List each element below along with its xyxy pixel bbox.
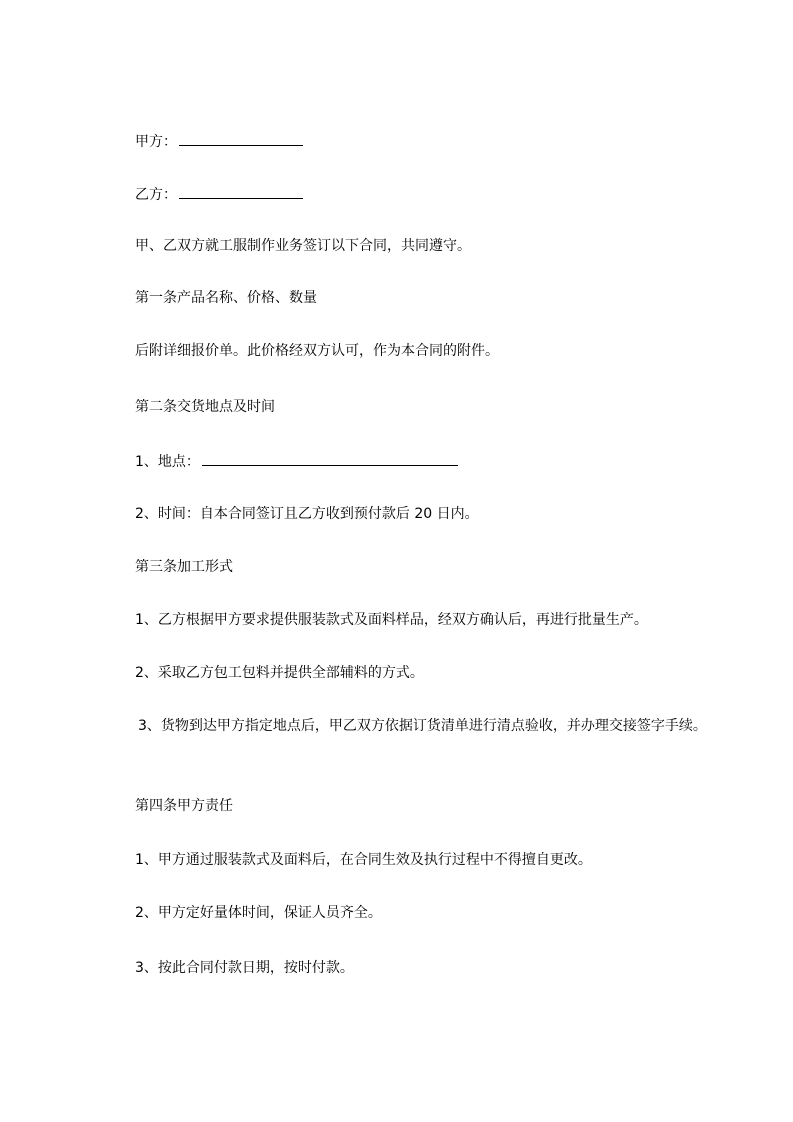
article3-item1: 1、乙方根据甲方要求提供服装款式及面料样品，经双方确认后，再进行批量生产。: [135, 612, 648, 628]
article4-item2: 2、甲方定好量体时间，保证人员齐全。: [135, 905, 382, 921]
article2-item1-line: [135, 451, 458, 472]
article4-title: 第四条甲方责任: [135, 798, 233, 814]
article3-title: 第三条加工形式: [135, 559, 233, 575]
party-a-line: [135, 131, 303, 152]
party-a-blank: [179, 131, 303, 146]
article2-item1-label: 1、地点：: [135, 454, 200, 470]
article4-item3: 3、按此合同付款日期，按时付款。: [135, 960, 354, 976]
location-blank: [202, 451, 458, 466]
article2-item2: 2、时间：自本合同签订且乙方收到预付款后 20 日内。: [135, 506, 479, 522]
intro-paragraph: 甲、乙双方就工服制作业务签订以下合同，共同遵守。: [135, 238, 471, 254]
party-a-label: 甲方：: [135, 134, 177, 150]
article2-title: 第二条交货地点及时间: [135, 399, 275, 415]
article1-text: 后附详细报价单。此价格经双方认可，作为本合同的附件。: [135, 343, 499, 359]
party-b-blank: [179, 184, 303, 199]
article4-item1: 1、甲方通过服装款式及面料后，在合同生效及执行过程中不得擅自更改。: [135, 852, 592, 868]
article1-title: 第一条产品名称、价格、数量: [135, 290, 317, 306]
party-b-label: 乙方：: [135, 187, 177, 203]
party-b-line: [135, 184, 303, 205]
article3-item3-paragraph: [104, 715, 724, 738]
article3-item3: 3、货物到达甲方指定地点后，甲乙双方依据订货清单进行清点验收，并办理交接签字手续。: [138, 718, 707, 734]
article3-item2: 2、采取乙方包工包料并提供全部辅料的方式。: [135, 665, 424, 681]
